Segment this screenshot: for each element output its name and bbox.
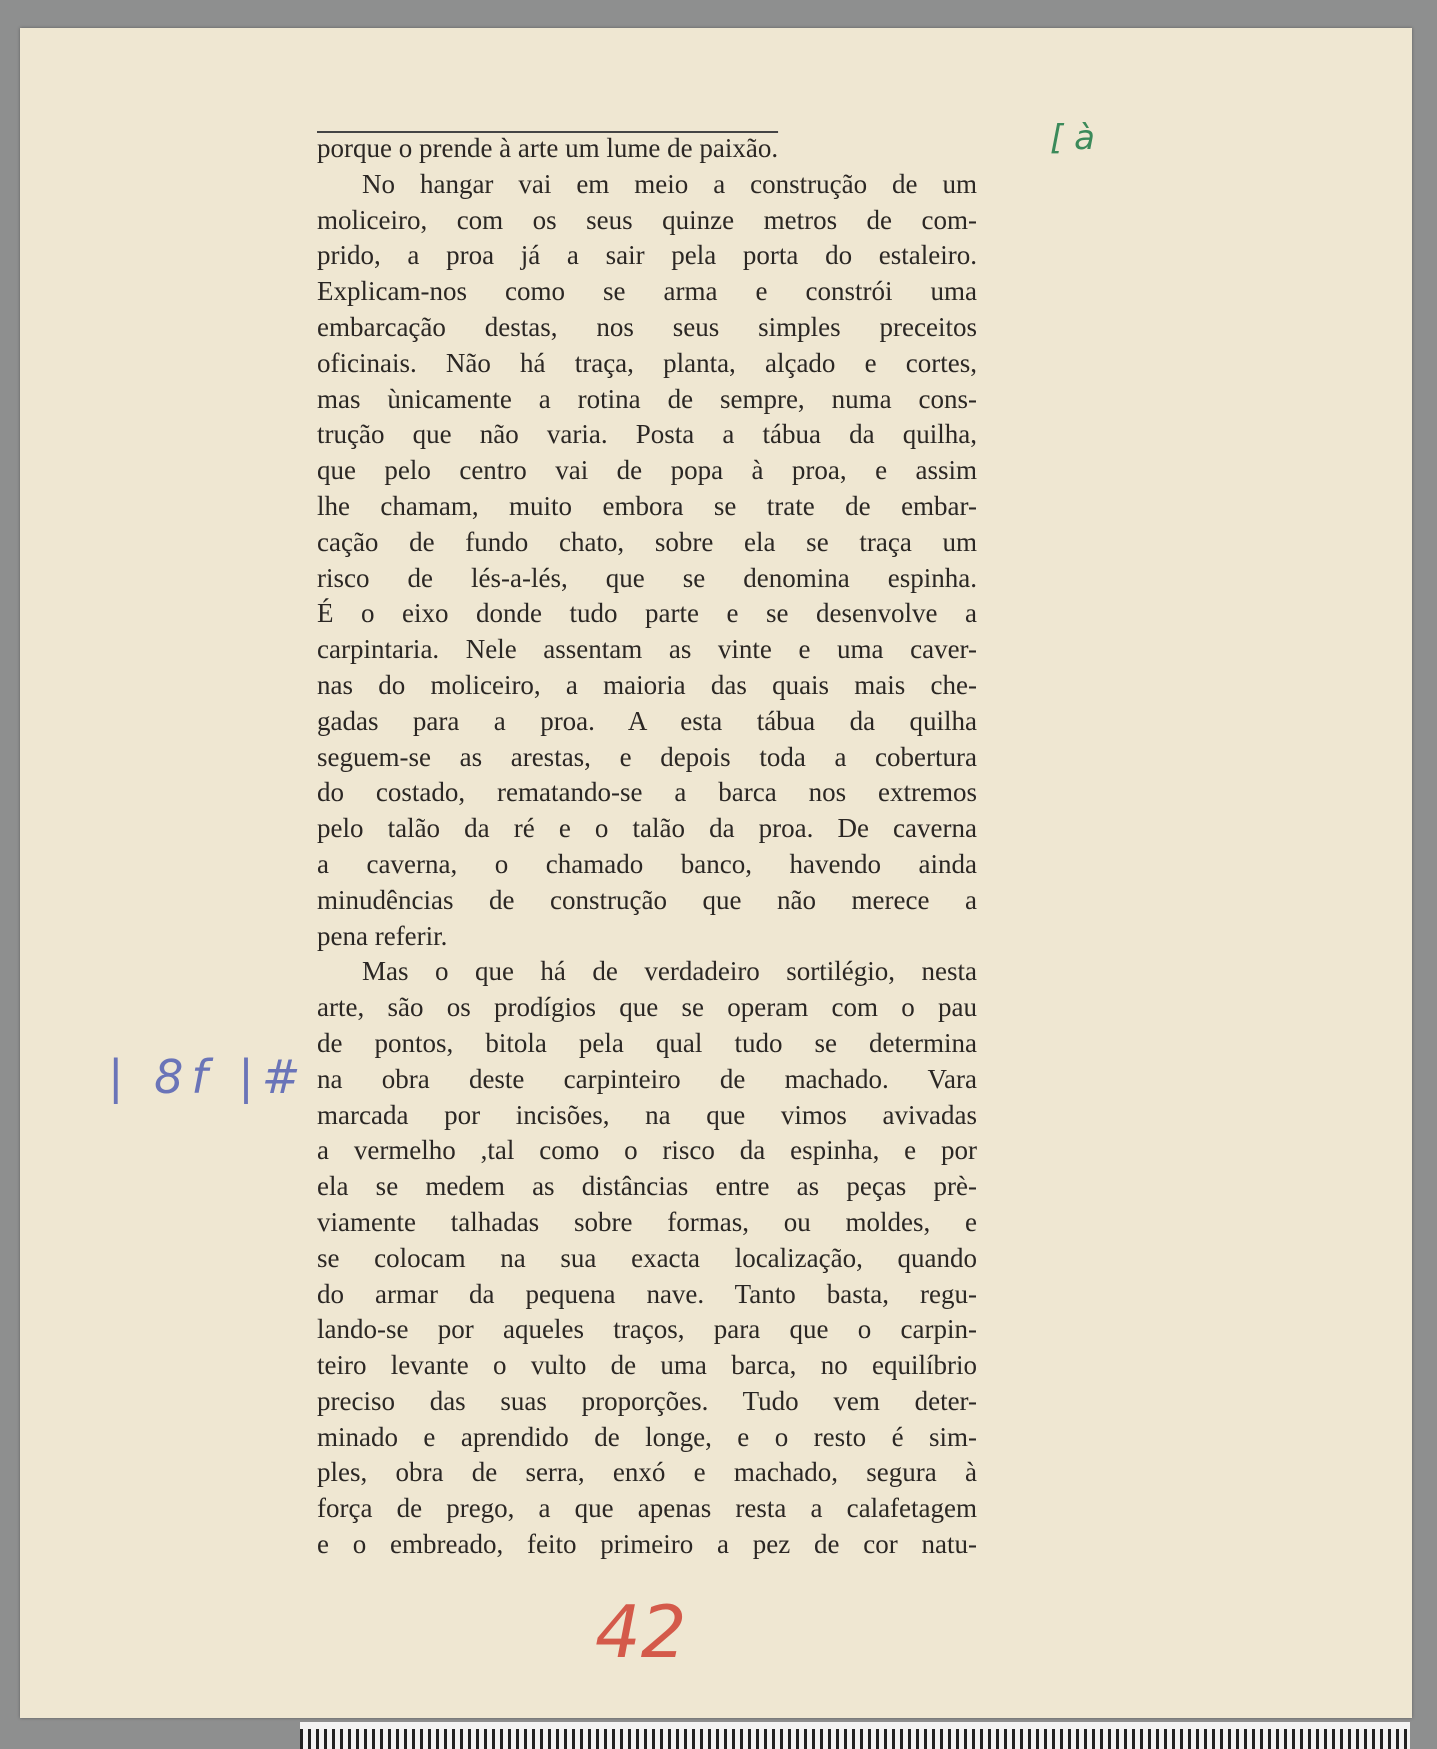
text-line: minudências de construção que não merece a (317, 884, 977, 915)
text-line: É o eixo donde tudo parte e se desenvolve a (317, 598, 977, 629)
text-line: risco de lés-a-lés, que se denomina espinha. (317, 562, 977, 593)
text-line: a caverna, o chamado banco, havendo ainda (317, 848, 977, 879)
text-line: embarcação destas, nos seus simples preceitos (317, 311, 977, 342)
text-line: que pelo centro vai de popa à proa, e assim (317, 455, 977, 486)
text-line: pelo talão da ré e o talão da proa. De caverna (317, 813, 977, 844)
text-line: lando-se por aqueles traços, para que o carpin- (317, 1314, 977, 1345)
text-line: arte, são os prodígios que se operam com o pau (317, 992, 977, 1023)
text-line: porque o prende à arte um lume de paixão. (317, 133, 779, 163)
text-line: seguem-se as arestas, e depois toda a cobertura (317, 741, 977, 772)
text-line: força de prego, a que apenas resta a calafetagem (317, 1493, 977, 1524)
text-line: nas do moliceiro, a maioria das quais mais che- (317, 669, 977, 700)
text-line: preciso das suas proporções. Tudo vem deter- (317, 1385, 977, 1416)
text-line: ples, obra de serra, enxó e machado, segura à (317, 1457, 977, 1488)
text-line: mas ùnicamente a rotina de sempre, numa cons- (317, 383, 977, 414)
text-line: No hangar vai em meio a construção de um (362, 168, 977, 199)
text-line: pena referir. (317, 920, 448, 951)
text-line: oficinais. Não há traça, planta, alçado e cortes, (317, 347, 977, 378)
text-line: trução que não varia. Posta a tábua da quilha, (317, 419, 977, 450)
text-line: na obra deste carpinteiro de machado. Vara (317, 1063, 977, 1094)
text-line: ela se medem as distâncias entre as peças prè- (317, 1171, 977, 1202)
text-line: se colocam na sua exacta localização, quando (317, 1242, 977, 1273)
text-line: do armar da pequena nave. Tanto basta, regu- (317, 1278, 977, 1309)
text-line: de pontos, bitola pela qual tudo se determina (317, 1027, 977, 1058)
scale-ruler-edge (300, 1722, 1410, 1729)
body-text (317, 131, 977, 1563)
page-number: 42 (595, 1590, 687, 1674)
text-line: Mas o que há de verdadeiro sortilégio, nesta (362, 956, 977, 987)
text-line: minado e aprendido de longe, e o resto é sim- (317, 1421, 977, 1452)
margin-annotation-left: | 8f |# (108, 1050, 309, 1104)
text-line: carpintaria. Nele assentam as vinte e uma caver- (317, 634, 977, 665)
text-line: moliceiro, com os seus quinze metros de com- (317, 204, 977, 235)
text-line: do costado, rematando-se a barca nos extremos (317, 777, 977, 808)
text-line: teiro levante o vulto de uma barca, no equilíbrio (317, 1350, 977, 1381)
text-line: viamente talhadas sobre formas, ou moldes, e (317, 1206, 977, 1237)
text-line: Explicam-nos como se arma e constrói uma (317, 276, 977, 307)
text-line: a vermelho ,tal como o risco da espinha, e por (317, 1135, 977, 1166)
text-line: cação de fundo chato, sobre ela se traça um (317, 526, 977, 557)
text-line: marcada por incisões, na que vimos avivadas (317, 1099, 977, 1130)
text-line: prido, a proa já a sair pela porta do estaleiro. (317, 240, 977, 271)
text-line: lhe chamam, muito embora se trate de embar- (317, 490, 977, 521)
text-line: e o embreado, feito primeiro a pez de cor natu- (317, 1529, 977, 1560)
text-line: gadas para a proa. A esta tábua da quilha (317, 705, 977, 736)
margin-annotation-top: [ à (1050, 118, 1095, 158)
